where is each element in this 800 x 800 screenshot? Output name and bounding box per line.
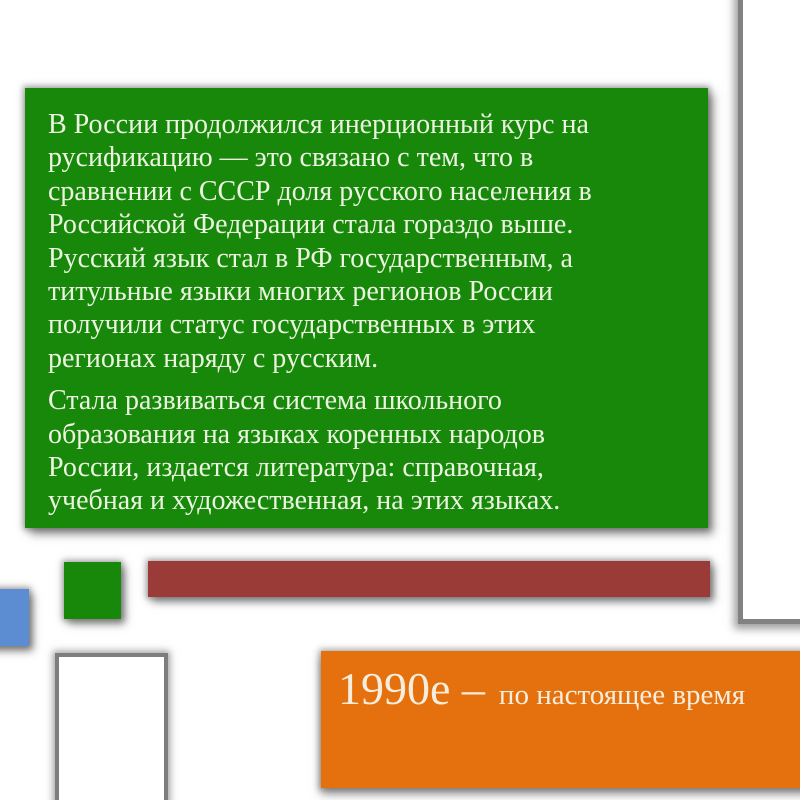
green-square-shape [64, 562, 121, 619]
white-panel-shape [55, 653, 168, 800]
paragraph-2 [48, 384, 694, 518]
text-line: титульные языки многих регионов России [48, 276, 553, 308]
text-line: регионах наряду с русским. [48, 342, 379, 374]
text-line: сравнении с СССР доля русского населения в [48, 175, 592, 207]
text-line: Стала развиваться система школьного [48, 385, 502, 417]
text-line: Русский язык стал в РФ государственным, а [48, 242, 573, 274]
red-bar-shape [148, 561, 710, 597]
text-line: образования на языках коренных народов [48, 418, 545, 450]
text-line: русификацию — это связано с тем, что в [48, 142, 534, 174]
text-line: получили статус государственных в этих [48, 309, 536, 341]
text-line: В России продолжился инерционный курс на [48, 109, 589, 140]
text-line: Российской Федерации стала гораздо выше. [48, 209, 574, 241]
era-banner-text [338, 663, 800, 716]
right-panel-shape [738, 0, 800, 624]
paragraph-1 [48, 108, 694, 375]
main-text-box [25, 88, 708, 528]
blue-square-shape [0, 589, 29, 646]
text-line: России, издается литература: справочная, [48, 452, 544, 484]
era-banner [321, 651, 800, 788]
era-title: 1990е – [338, 663, 485, 714]
era-subtitle: по настоящее время [498, 679, 746, 711]
text-line: учебная и художественная, на этих языках. [48, 485, 561, 517]
